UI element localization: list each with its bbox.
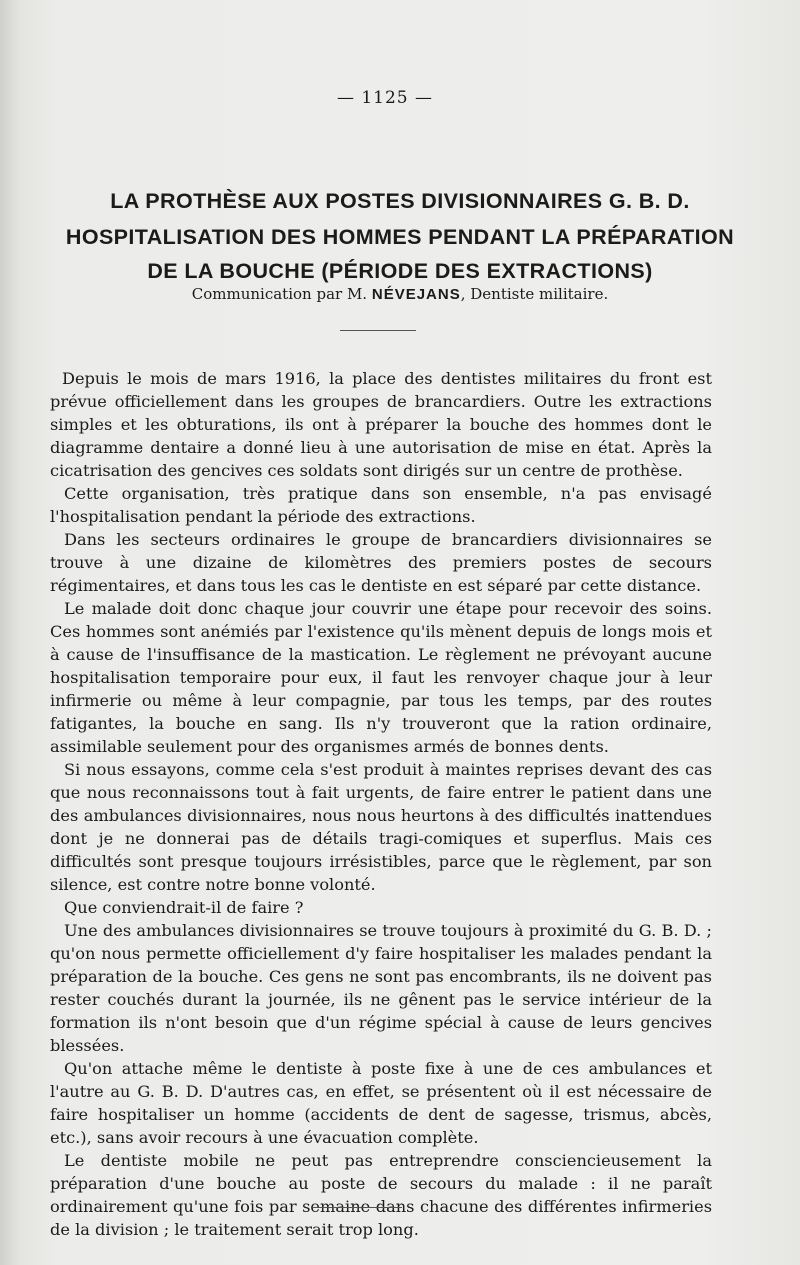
page-number: — 1125 — [336,88,434,108]
title-separator-rule [340,330,416,331]
paragraph: Une des ambulances divisionnaires se trouve toujours à proximité du G. B. D. ; qu'on nous permette officiellement d'y faire hospitaliser les malades pendant la préparation de la bouche. Ces gens ne sont pas encombrants, ils ne doivent pas rester couchés durant la journée, ils ne gênent pas le service intérieur de la formation ils n'ont besoin que d'un régime spécial à cause de leurs gencives blessées. [50,921,712,1055]
article-body [50,367,712,1241]
end-rule [312,1207,402,1208]
paragraph: Qu'on attache même le dentiste à poste fixe à une de ces ambulances et l'autre au G. B. D. D'autres cas, en effet, se présentent où il est nécessaire de faire hospitaliser un homme (accidents de dent de sagesse, trismus, abcès, etc.), sans avoir recours à une évacuation complète. [50,1059,712,1147]
paragraph: Depuis le mois de mars 1916, la place des dentistes militaires du front est prévue officiellement dans les groupes de brancardiers. Outre les extractions simples et les obturations, ils ont à préparer la bouche des hommes dont le diagramme dentaire a donné lieu à une autorisation de mise en état. Après la cicatrisation des gencives ces soldats sont dirigés sur un centre de prothèse. [50,369,712,480]
byline [40,285,760,303]
author-name: NÉVEJANS [371,286,461,303]
paragraph: Cette organisation, très pratique dans son ensemble, n'a pas envisagé l'hospitalisation pendant la période des extractions. [50,484,712,526]
paragraph: Que conviendrait-il de faire ? [64,898,304,917]
title-line-1: LA PROTHÈSE AUX POSTES DIVISIONNAIRES G. B. D. [110,189,690,213]
paragraph: Le dentiste mobile ne peut pas entreprendre consciencieusement la préparation d'une bouche au poste de secours du malade : il ne paraît ordinairement qu'une fois par semaine dans chacune des différentes infirmeries de la division ; le traitement serait trop long. [50,1151,712,1239]
byline-prefix: Communication par M. [191,285,372,303]
paragraph: Dans les secteurs ordinaires le groupe de brancardiers divisionnaires se trouve à une dizaine de kilomètres des premiers postes de secours régimentaires, et dans tous les cas le dentiste en est séparé par cette distance. [50,530,712,595]
paragraph: Si nous essayons, comme cela s'est produit à maintes reprises devant des cas que nous reconnaissons tout à fait urgents, de faire entrer le patient dans une des ambulances divisionnaires, nous nous heurtons à des difficultés inattendues dont je ne donnerai pas de détails tragi-comiques et superflus. Mais ces difficultés sont presque toujours irrésistibles, parce que le règlement, par son silence, est contre notre bonne volonté. [50,760,712,894]
byline-suffix: , Dentiste militaire. [460,285,609,303]
title-line-2: HOSPITALISATION DES HOMMES PENDANT LA PRÉPARATION [65,225,735,249]
title-line-3: DE LA BOUCHE (PÉRIODE DES EXTRACTIONS) [147,259,653,283]
paragraph: Le malade doit donc chaque jour couvrir une étape pour recevoir des soins. Ces hommes sont anémiés par l'existence qu'ils mènent depuis de longs mois et à cause de l'insuffisance de la mastication. Le règlement ne prévoyant aucune hospitalisation temporaire pour eux, il faut les renvoyer chaque jour à leur infirmerie ou même à leur compagnie, par tous les temps, par des routes fatigantes, la bouche en sang. Ils n'y trouveront que la ration ordinaire, assimilable seulement pour des organismes armés de bonnes dents. [50,599,712,756]
